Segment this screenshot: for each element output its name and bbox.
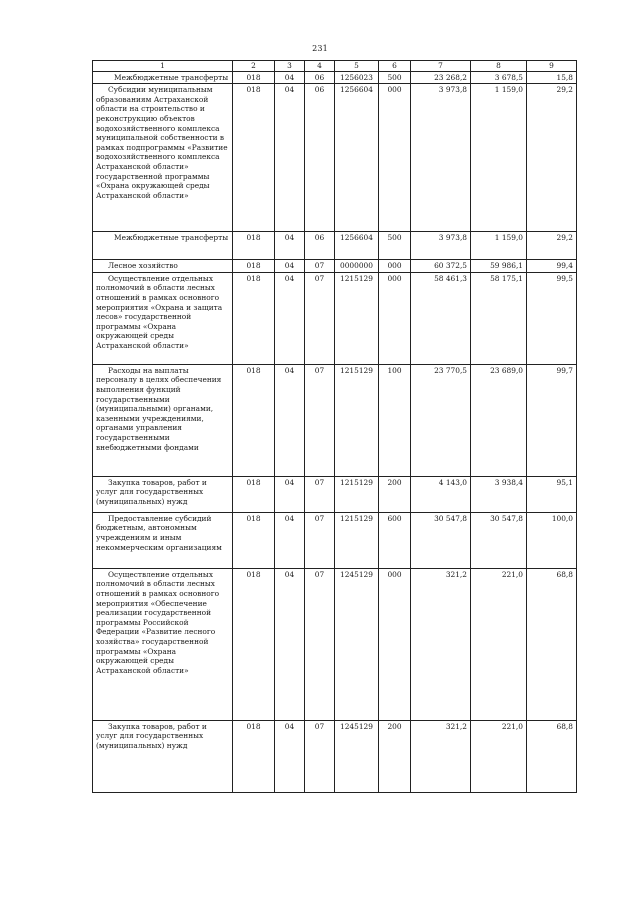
cell-target-article: 1245129: [335, 720, 379, 792]
cell-section: 04: [275, 232, 305, 260]
cell-executed: 221,0: [471, 720, 527, 792]
table-row: [93, 568, 577, 720]
cell-executed: 3 678,5: [471, 71, 527, 84]
header-col-1: 1: [93, 61, 233, 72]
cell-planned: 60 372,5: [411, 260, 471, 273]
cell-target-article: 1245129: [335, 568, 379, 720]
cell-percent: 29,2: [527, 232, 577, 260]
header-col-9: 9: [527, 61, 577, 72]
cell-executed: 1 159,0: [471, 84, 527, 232]
cell-ministry: 018: [233, 272, 275, 364]
header-col-3: 3: [275, 61, 305, 72]
row-name: Осуществление отдельных полномочий в области лесных отношений в рамках основного мероприятия «Охрана и защита лесов» государственной программы «Охрана окружающей среды Астраханской области»: [93, 272, 233, 364]
cell-executed: 221,0: [471, 568, 527, 720]
cell-executed: 30 547,8: [471, 512, 527, 568]
cell-subsection: 07: [305, 272, 335, 364]
cell-section: 04: [275, 71, 305, 84]
cell-expense-type: 100: [379, 364, 411, 476]
cell-subsection: 07: [305, 512, 335, 568]
cell-section: 04: [275, 568, 305, 720]
cell-ministry: 018: [233, 512, 275, 568]
table-row: [93, 512, 577, 568]
header-col-4: 4: [305, 61, 335, 72]
cell-expense-type: 500: [379, 232, 411, 260]
cell-target-article: 1215129: [335, 272, 379, 364]
table-row: [93, 476, 577, 512]
cell-percent: 68,8: [527, 568, 577, 720]
header-col-7: 7: [411, 61, 471, 72]
cell-target-article: 1256023: [335, 71, 379, 84]
header-col-2: 2: [233, 61, 275, 72]
cell-ministry: 018: [233, 364, 275, 476]
cell-ministry: 018: [233, 720, 275, 792]
cell-target-article: 1215129: [335, 512, 379, 568]
row-name: Осуществление отдельных полномочий в области лесных отношений в рамках основного мероприятия «Обеспечение реализации государственной программы Российской Федерации «Развитие лесного хозяйства» государственной программы «Охрана окружающей среды Астраханской области»: [93, 568, 233, 720]
cell-executed: 59 986,1: [471, 260, 527, 273]
table-row: [93, 232, 577, 260]
row-name: Предоставление субсидий бюджетным, автономным учреждениям и иным некоммерческим организациям: [93, 512, 233, 568]
cell-section: 04: [275, 720, 305, 792]
cell-expense-type: 000: [379, 84, 411, 232]
cell-subsection: 07: [305, 476, 335, 512]
cell-subsection: 06: [305, 84, 335, 232]
cell-section: 04: [275, 476, 305, 512]
cell-target-article: 1256604: [335, 232, 379, 260]
cell-subsection: 06: [305, 232, 335, 260]
cell-expense-type: 000: [379, 272, 411, 364]
page-number: 231: [312, 44, 328, 53]
row-name: Закупка товаров, работ и услуг для государственных (муниципальных) нужд: [93, 720, 233, 792]
table-row: [93, 71, 577, 84]
cell-section: 04: [275, 364, 305, 476]
cell-planned: 3 973,8: [411, 232, 471, 260]
cell-section: 04: [275, 272, 305, 364]
cell-executed: 58 175,1: [471, 272, 527, 364]
cell-section: 04: [275, 84, 305, 232]
cell-planned: 30 547,8: [411, 512, 471, 568]
row-name: Межбюджетные трансферты: [93, 71, 233, 84]
cell-ministry: 018: [233, 476, 275, 512]
cell-target-article: 1256604: [335, 84, 379, 232]
cell-ministry: 018: [233, 71, 275, 84]
cell-executed: 1 159,0: [471, 232, 527, 260]
cell-ministry: 018: [233, 260, 275, 273]
cell-planned: 23 770,5: [411, 364, 471, 476]
cell-expense-type: 000: [379, 568, 411, 720]
row-name: Закупка товаров, работ и услуг для государственных (муниципальных) нужд: [93, 476, 233, 512]
cell-section: 04: [275, 512, 305, 568]
row-name: Межбюджетные трансферты: [93, 232, 233, 260]
cell-expense-type: 500: [379, 71, 411, 84]
row-name: Лесное хозяйство: [93, 260, 233, 273]
cell-subsection: 07: [305, 720, 335, 792]
cell-planned: 3 973,8: [411, 84, 471, 232]
table-row: [93, 272, 577, 364]
cell-percent: 29,2: [527, 84, 577, 232]
header-col-5: 5: [335, 61, 379, 72]
cell-subsection: 06: [305, 71, 335, 84]
header-row: [93, 61, 577, 72]
cell-percent: 100,0: [527, 512, 577, 568]
header-col-6: 6: [379, 61, 411, 72]
cell-percent: 99,5: [527, 272, 577, 364]
cell-percent: 15,8: [527, 71, 577, 84]
cell-percent: 95,1: [527, 476, 577, 512]
cell-planned: 321,2: [411, 720, 471, 792]
cell-expense-type: 200: [379, 720, 411, 792]
cell-executed: 23 689,0: [471, 364, 527, 476]
cell-percent: 68,8: [527, 720, 577, 792]
cell-target-article: 0000000: [335, 260, 379, 273]
row-name: Расходы на выплаты персоналу в целях обеспечения выполнения функций государственными (муниципальными) органами, казенными учреждениями, органами управления государственными внебюджетными фондами: [93, 364, 233, 476]
cell-ministry: 018: [233, 568, 275, 720]
table-row: [93, 364, 577, 476]
table-row: [93, 720, 577, 792]
table-row: [93, 84, 577, 232]
cell-target-article: 1215129: [335, 364, 379, 476]
table-row: [93, 260, 577, 273]
cell-planned: 23 268,2: [411, 71, 471, 84]
cell-section: 04: [275, 260, 305, 273]
cell-ministry: 018: [233, 84, 275, 232]
cell-subsection: 07: [305, 364, 335, 476]
row-name: Субсидии муниципальным образованиям Астраханской области на строительство и реконструкцию объектов водохозяйственного комплекса муниципальной собственности в рамках подпрограммы «Развитие водохозяйственного комплекса Астраханской области» государственной программы «Охрана окружающей среды Астраханской области»: [93, 84, 233, 232]
cell-expense-type: 200: [379, 476, 411, 512]
cell-planned: 4 143,0: [411, 476, 471, 512]
budget-table: [92, 60, 577, 793]
cell-planned: 321,2: [411, 568, 471, 720]
header-col-8: 8: [471, 61, 527, 72]
cell-percent: 99,7: [527, 364, 577, 476]
cell-subsection: 07: [305, 260, 335, 273]
cell-percent: 99,4: [527, 260, 577, 273]
cell-planned: 58 461,3: [411, 272, 471, 364]
cell-expense-type: 600: [379, 512, 411, 568]
cell-subsection: 07: [305, 568, 335, 720]
cell-ministry: 018: [233, 232, 275, 260]
cell-target-article: 1215129: [335, 476, 379, 512]
cell-expense-type: 000: [379, 260, 411, 273]
cell-executed: 3 938,4: [471, 476, 527, 512]
